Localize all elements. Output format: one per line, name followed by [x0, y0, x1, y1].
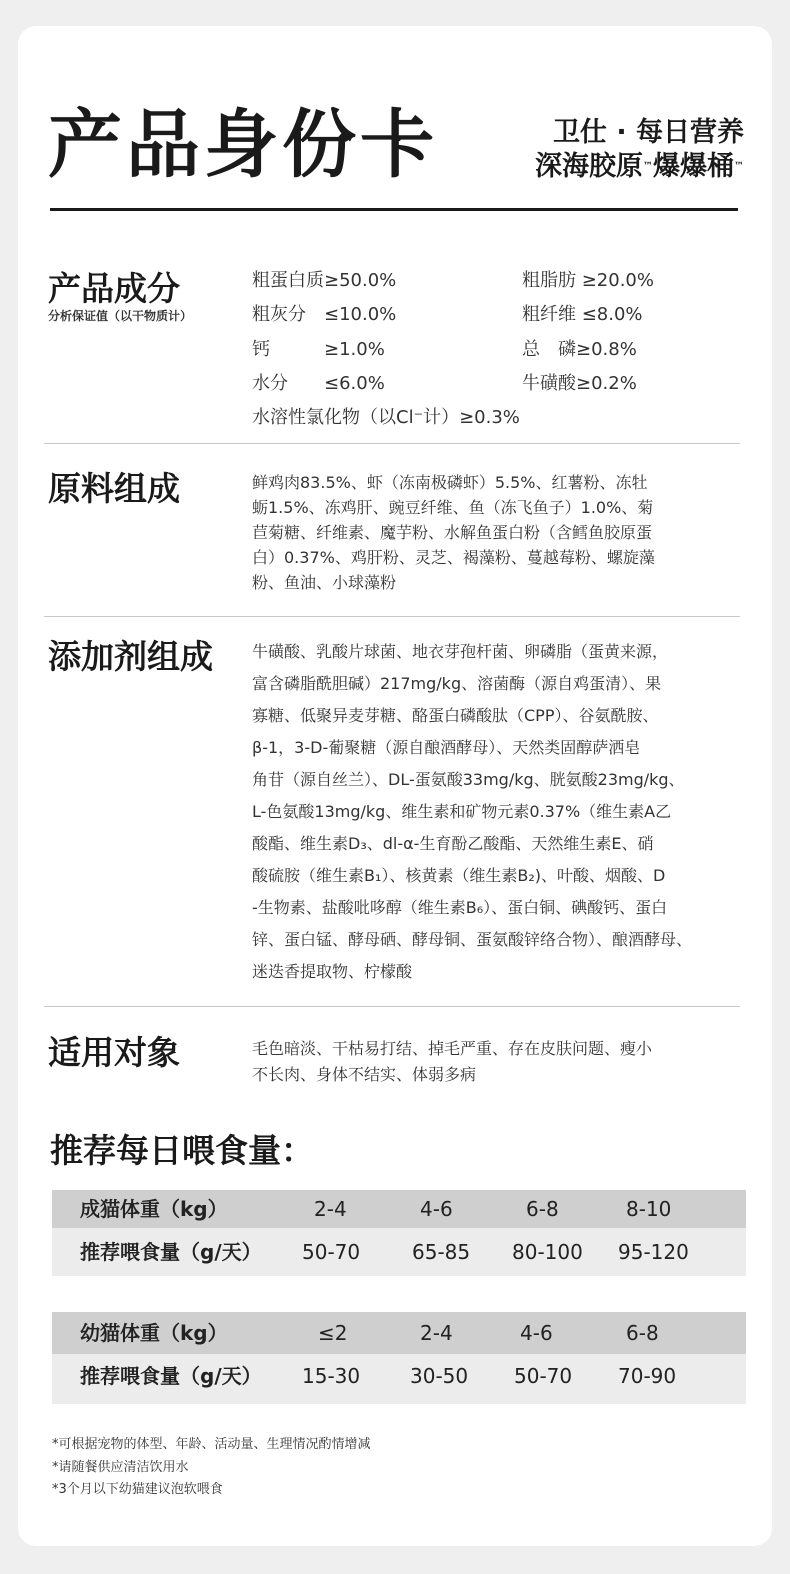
brand-line-2-suffix: 爆爆桶	[653, 151, 734, 182]
section-divider	[44, 1006, 740, 1007]
text-line: 酸酯、维生素D₃、dl-α-生育酚乙酸酯、天然维生素E、硝	[252, 834, 654, 853]
table-header-row	[52, 1312, 746, 1354]
nutrient-item: 总 磷≥0.8%	[522, 339, 637, 360]
text-line: 白）0.37%、鸡肝粉、灵芝、褐藻粉、蔓越莓粉、螺旋藻	[252, 548, 655, 567]
table-cell: 4-6	[420, 1197, 453, 1221]
text-line: L-色氨酸13mg/kg、维生素和矿物元素0.37%（维生素A乙	[252, 802, 672, 821]
nutrient-item: 钙 ≥1.0%	[252, 339, 385, 360]
ingredients-text	[252, 470, 742, 595]
text-line: β-1，3-D-葡聚糖（源自酿酒酵母）、天然类固醇萨洒皂	[252, 738, 641, 757]
table-row	[52, 1228, 746, 1276]
table-row	[52, 1354, 746, 1404]
table-cell: 95-120	[618, 1240, 689, 1264]
footnotes	[52, 1434, 371, 1502]
nutrient-item: 水溶性氯化物（以Cl⁻计）≥0.3%	[252, 407, 520, 428]
footnote: *请随餐供应清洁饮用水	[52, 1459, 189, 1475]
text-line: 锌、蛋白锰、酵母硒、酵母铜、蛋氨酸锌络合物）、酿酒酵母、	[252, 930, 693, 949]
table-cell: 15-30	[302, 1364, 361, 1388]
additives-text	[252, 636, 742, 988]
text-line: 粉、鱼油、小球藻粉	[252, 573, 397, 592]
brand-line-1: 卫仕 · 每日营养	[552, 117, 744, 148]
footnote: *3个月以下幼猫建议泡软喂食	[52, 1482, 223, 1497]
table-cell: 4-6	[520, 1321, 553, 1345]
text-line: 不长肉、身体不结实、体弱多病	[252, 1065, 477, 1084]
text-line: 富含磷脂酰胆碱）217mg/kg、溶菌酶（源自鸡蛋清）、果	[252, 674, 662, 693]
composition-title: 产品成分	[48, 269, 180, 308]
table-cell: 8-10	[626, 1197, 672, 1221]
text-line: 迷迭香提取物、柠檬酸	[252, 962, 413, 981]
composition-subtitle: 分析保证值（以干物质计）	[48, 309, 193, 323]
table-cell: 2-4	[314, 1197, 347, 1221]
table-cell: 65-85	[412, 1240, 471, 1264]
trademark-mark: ™	[734, 161, 744, 172]
nutrient-item: 粗脂肪 ≥20.0%	[522, 270, 654, 291]
table-cell: 50-70	[514, 1364, 573, 1388]
nutrient-item: 粗灰分 ≤10.0%	[252, 304, 397, 325]
table-header-row	[52, 1190, 746, 1228]
text-line: 角苷（源自丝兰）、DL-蛋氨酸33mg/kg、胱氨酸23mg/kg、	[252, 770, 685, 789]
section-divider	[44, 616, 740, 617]
text-line: -生物素、盐酸吡哆醇（维生素B₆）、蛋白铜、碘酸钙、蛋白	[252, 898, 668, 917]
page-title: 产品身份卡	[48, 102, 438, 188]
text-line: 苣菊糖、纤维素、魔芋粉、水解鱼蛋白粉（含鳕鱼胶原蛋	[252, 523, 653, 542]
target-text	[252, 1036, 742, 1088]
brand-name	[535, 116, 744, 184]
adult-amount-label: 推荐喂食量（g/天）	[80, 1240, 262, 1264]
text-line: 鲜鸡肉83.5%、虾（冻南极磷虾）5.5%、红薯粉、冻牡	[252, 473, 648, 492]
table-cell: ≤2	[318, 1321, 348, 1345]
title-divider	[50, 208, 738, 211]
nutrient-item: 水分 ≤6.0%	[252, 373, 385, 394]
text-line: 蛎1.5%、冻鸡肝、豌豆纤维、鱼（冻飞鱼子）1.0%、菊	[252, 498, 654, 517]
nutrient-item: 牛磺酸≥0.2%	[522, 373, 637, 394]
section-divider	[44, 443, 740, 444]
feeding-title: 推荐每日喂食量：	[50, 1131, 314, 1170]
table-cell: 70-90	[618, 1364, 677, 1388]
nutrient-item: 粗纤维 ≤8.0%	[522, 304, 643, 325]
text-line: 寡糖、低聚异麦芽糖、酪蛋白磷酸肽（CPP）、谷氨酰胺、	[252, 706, 659, 725]
kitten-weight-label: 幼猫体重（kg）	[80, 1321, 228, 1345]
target-title: 适用对象	[48, 1033, 180, 1072]
text-line: 毛色暗淡、干枯易打结、掉毛严重、存在皮肤问题、瘦小	[252, 1039, 653, 1058]
kitten-feeding-table	[52, 1312, 746, 1404]
nutrient-item: 粗蛋白质≥50.0%	[252, 270, 397, 291]
trademark-mark: ™	[643, 161, 653, 172]
adult-weight-label: 成猫体重（kg）	[80, 1197, 228, 1221]
kitten-amount-label: 推荐喂食量（g/天）	[80, 1364, 262, 1388]
brand-line-2-main: 深海胶原	[535, 151, 643, 182]
footnote: *可根据宠物的体型、年龄、活动量、生理情况酌情增减	[52, 1437, 371, 1452]
text-line: 牛磺酸、乳酸片球菌、地衣芽孢杆菌、卵磷脂（蛋黄来源，	[252, 642, 669, 661]
table-cell: 80-100	[512, 1240, 583, 1264]
table-cell: 50-70	[302, 1240, 361, 1264]
table-cell: 30-50	[410, 1364, 469, 1388]
ingredients-title: 原料组成	[48, 469, 180, 508]
text-line: 酸硫胺（维生素B₁）、核黄素（维生素B₂)、叶酸、烟酸、D	[252, 866, 666, 885]
table-cell: 6-8	[626, 1321, 659, 1345]
adult-feeding-table	[52, 1190, 746, 1276]
additives-title: 添加剂组成	[48, 637, 213, 676]
table-cell: 2-4	[420, 1321, 453, 1345]
table-cell: 6-8	[526, 1197, 559, 1221]
brand-line-2	[535, 150, 744, 184]
